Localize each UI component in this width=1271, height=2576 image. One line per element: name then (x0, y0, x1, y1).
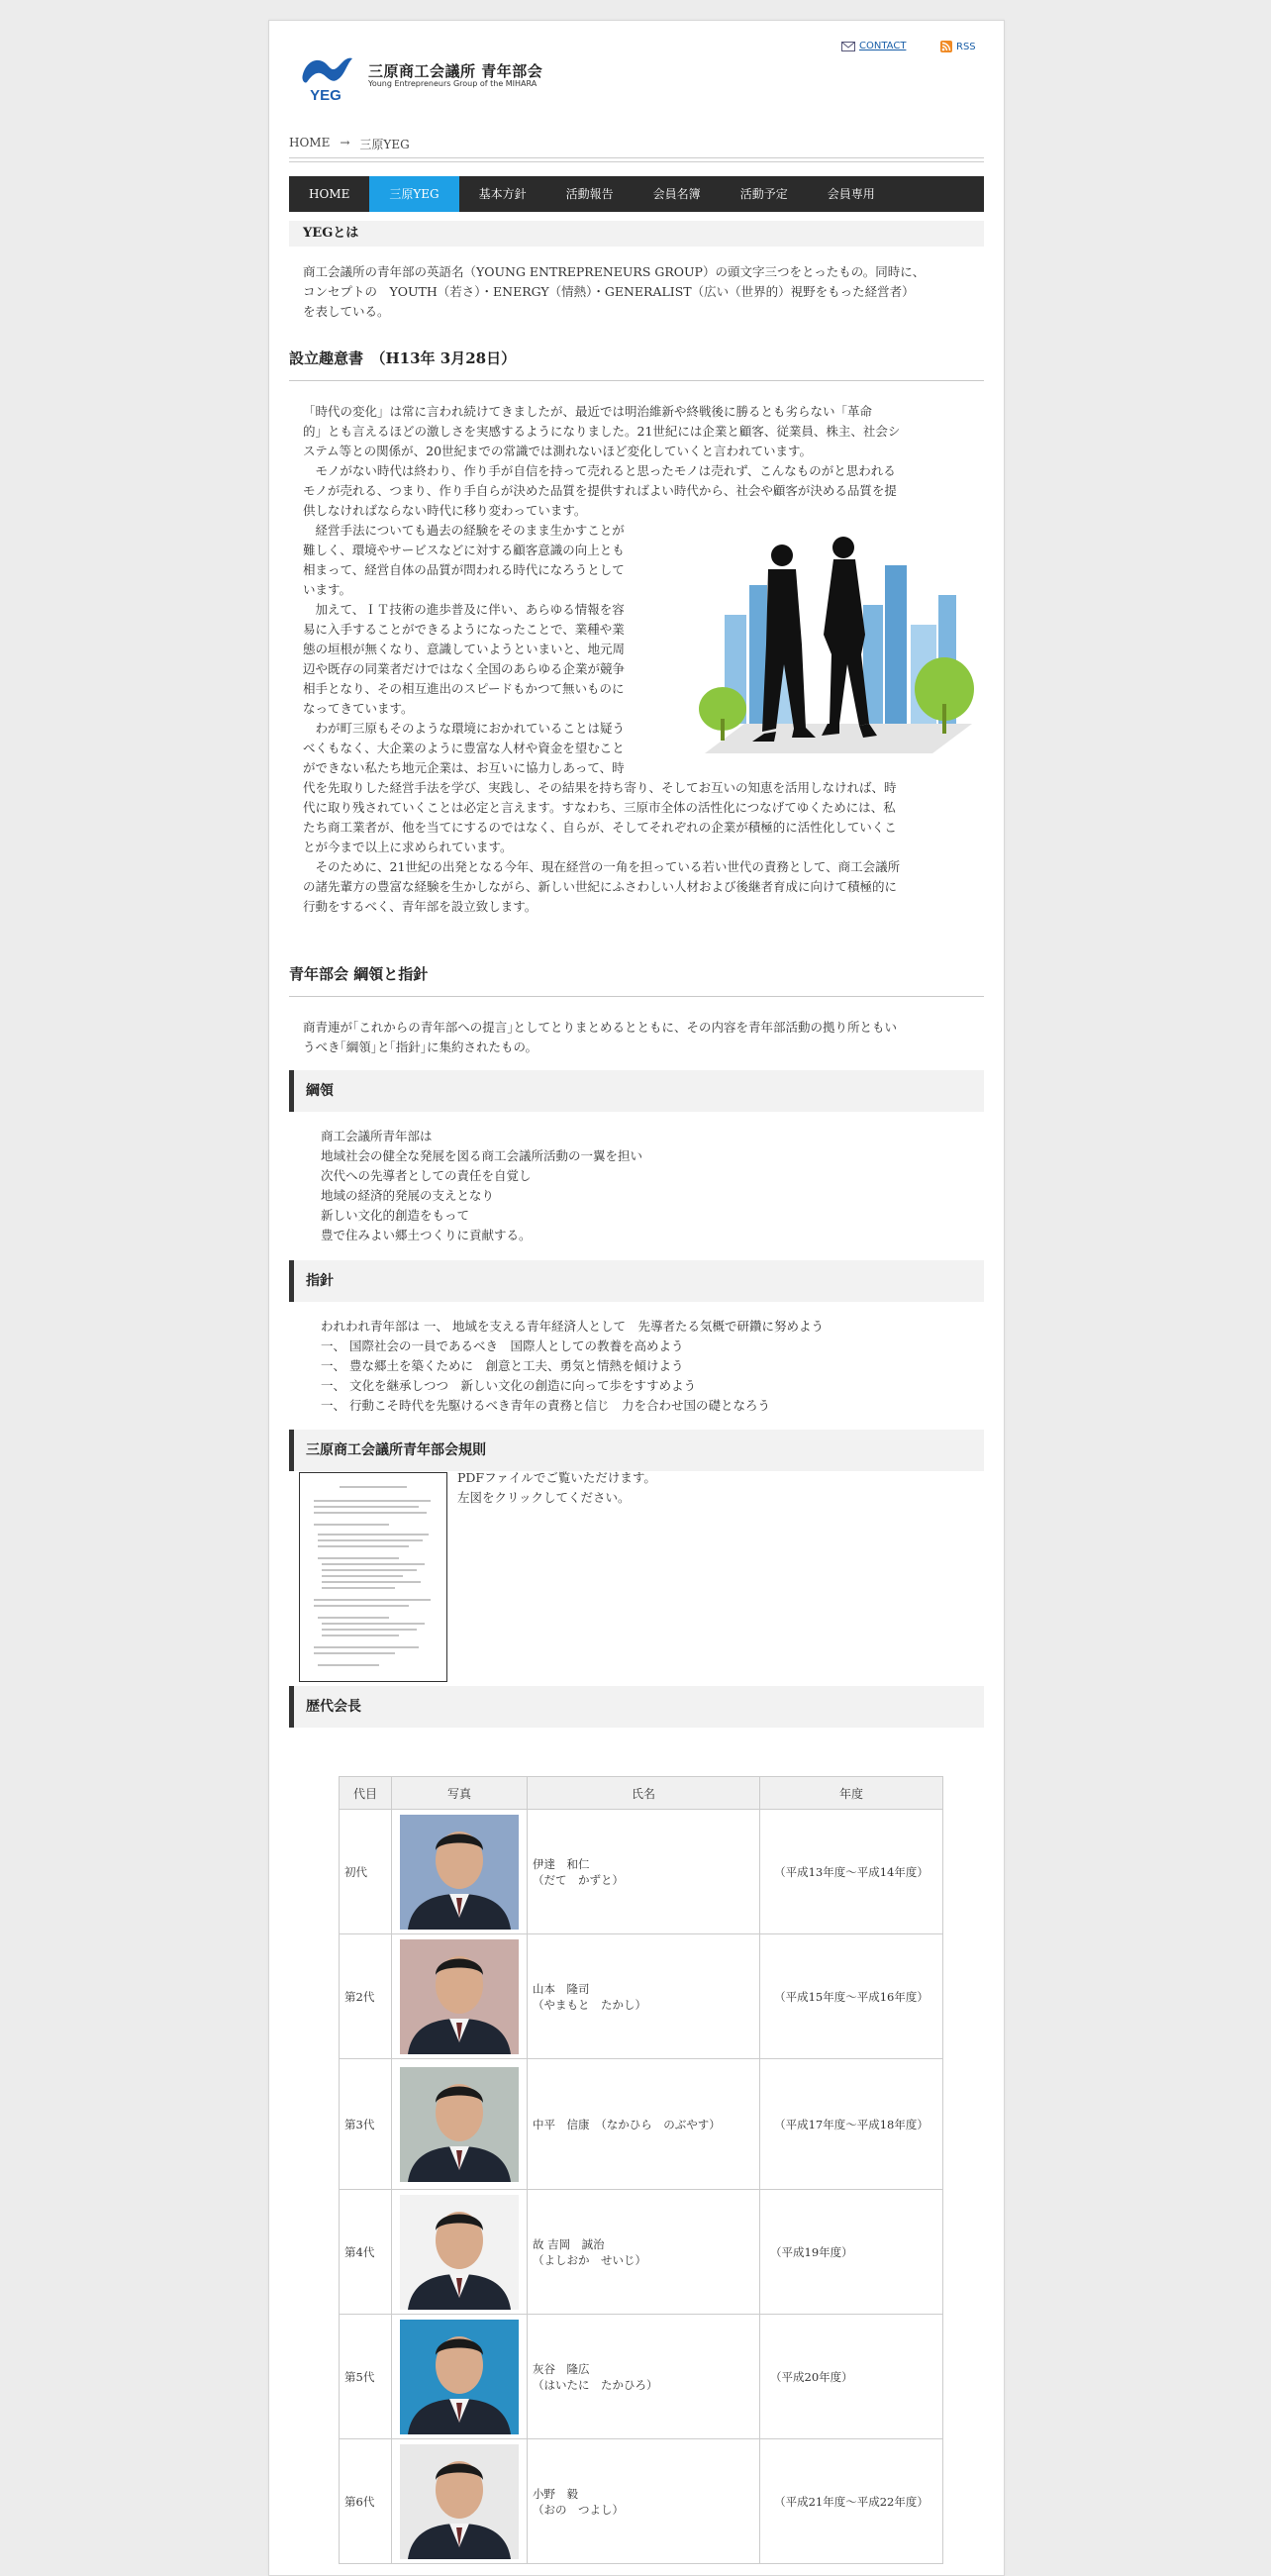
photo-cell (392, 2059, 528, 2190)
portrait-silhouette (400, 2444, 519, 2559)
text-line: 行動をするべく、青年部を設立致します。 (303, 899, 538, 914)
yeg-description (303, 262, 986, 322)
nav-item-schedule[interactable]: 活動予定 (739, 187, 788, 201)
table-row (340, 2059, 943, 2190)
rss-label[interactable]: RSS (956, 41, 976, 52)
table-row (340, 1934, 943, 2059)
photo-cell (392, 1810, 528, 1934)
text-line: 難しく、環境やサービスなどに対する顧客意識の向上とも (303, 543, 625, 557)
koryo-line: 豊で住みよい郷土つくりに貢献する。 (321, 1228, 532, 1242)
prospectus-text-top (303, 402, 986, 521)
principles-intro (303, 1018, 986, 1057)
president-reading: （よしおか せいじ） (533, 2252, 646, 2267)
text-line: ステム等との関係が、20世紀までの常識では測れないほど変化していくと言われています。 (303, 444, 813, 458)
text-line: コンセプトの YOUTH（若さ）・ENERGY（情熱）・GENERALIST（広い（世界的）視野をもった経営者） (303, 284, 915, 299)
nav-item-members-only[interactable]: 会員専用 (827, 187, 875, 201)
year-cell: （平成13年度～平成14年度） (760, 1810, 943, 1934)
photo-cell (392, 2439, 528, 2564)
breadcrumb-home[interactable]: HOME (289, 136, 331, 149)
generation-cell: 初代 (340, 1810, 392, 1934)
divider (289, 380, 984, 381)
rules-text (457, 1468, 656, 1508)
photo-cell (392, 1934, 528, 2059)
shishin-line: われわれ青年部は 一、 地域を支える青年経済人として 先導者たる気概で研鑽に努めよう (321, 1319, 824, 1334)
president-reading: （はいたに たかひろ） (533, 2377, 658, 2392)
table-row (340, 1810, 943, 1934)
year-cell: （平成17年度～平成18年度） (760, 2059, 943, 2190)
col-header: 年度 (760, 1777, 943, 1810)
name-cell (528, 2190, 760, 2315)
text-line: そのために、21世紀の出発となる今年、現在経営の一角を担っている若い世代の責務として、商工会議所 (303, 859, 901, 874)
text-line: モノがない時代は終わり、作り手が自信を持って売れると思ったモノは売れず、こんなものがと思われる (303, 463, 896, 478)
text-line: 相手となり、その相互進出のスピードもかつて無いものに (303, 681, 625, 696)
presidents-title: 歴代会長 (289, 1686, 984, 1728)
president-reading: （やまもと たかし） (533, 1997, 646, 2012)
rules-title: 三原商工会議所青年部会規則 (289, 1430, 984, 1471)
president-name: 中平 信康 （なかひら のぶやす） (533, 2117, 721, 2131)
text-line: 相まって、経営自体の品質が問われる時代になろうとして (303, 562, 625, 577)
text-line: たち商工業者が、他を当てにするのではなく、自らが、そしてそれぞれの企業が積極的に活性化していくこ (303, 820, 897, 835)
president-name: 灰谷 隆広 (533, 2361, 590, 2376)
principles-heading: 青年部会 綱領と指針 (289, 965, 429, 983)
text-line: を表している。 (303, 304, 390, 319)
portrait-silhouette (400, 2195, 519, 2310)
text-line: 商工会議所の青年部の英語名（YOUNG ENTREPRENEURS GROUP）の頭文字三つをとったもの。同時に、 (303, 264, 926, 279)
nav-item-mihara-yeg[interactable]: 三原YEG (369, 176, 458, 212)
name-cell (528, 2315, 760, 2439)
shishin-title: 指針 (289, 1260, 984, 1302)
breadcrumb-divider (289, 157, 984, 162)
president-photo (400, 2067, 519, 2182)
text-line: 態の垣根が無くなり、意識していようといまいと、地元周 (303, 642, 626, 656)
prospectus-text-bottom (303, 778, 986, 917)
text-line: 経営手法についても過去の経験をそのまま生かすことが (303, 523, 625, 538)
president-reading: （だて かずと） (533, 1872, 624, 1887)
president-name: 伊達 和仁 (533, 1856, 590, 1871)
koryo-list (321, 1127, 642, 1245)
yeg-section-title: YEGとは (289, 221, 984, 247)
generation-cell: 第4代 (340, 2190, 392, 2315)
col-header: 代目 (340, 1777, 392, 1810)
nav-item-reports[interactable]: 活動報告 (565, 187, 614, 201)
col-header: 氏名 (528, 1777, 760, 1810)
breadcrumb-current: 三原YEG (359, 138, 410, 151)
text-line: 左図をクリックしてください。 (457, 1490, 631, 1505)
president-photo (400, 2320, 519, 2434)
site-title: 三原商工会議所 青年部会 (368, 62, 543, 80)
svg-text:YEG: YEG (310, 87, 342, 104)
shishin-line: 一、 文化を継承しつつ 新しい文化の創造に向って歩をすすめよう (321, 1378, 697, 1393)
portrait-silhouette (400, 2320, 519, 2434)
text-line: 代を先取りした経営手法を学び、実践し、その結果を持ち寄り、そしてお互いの知恵を活用しなければ、時 (303, 780, 897, 795)
koryo-title: 綱領 (289, 1070, 984, 1112)
contact-link[interactable] (841, 41, 906, 51)
koryo-line: 地域社会の健全な発展を図る商工会議所活動の一翼を担い (321, 1148, 643, 1163)
table-row (340, 2190, 943, 2315)
rules-pdf-thumbnail[interactable] (299, 1472, 447, 1682)
name-cell (528, 1810, 760, 1934)
breadcrumb-arrow: → (340, 136, 350, 149)
text-line: べくもなく、大企業のように豊富な人材や資金を望むこと (303, 741, 625, 755)
year-cell: （平成20年度） (760, 2315, 943, 2439)
breadcrumb (289, 136, 410, 152)
text-line: 供しなければならない時代に移り変わっています。 (303, 503, 587, 518)
name-cell (528, 2059, 760, 2190)
text-line: ができない私たち地元企業は、お互いに協力しあって、時 (303, 760, 625, 775)
text-line: とが今まで以上に求められています。 (303, 840, 513, 854)
prospectus-heading: 設立趣意書 （H13年 3月28日） (289, 349, 517, 367)
presidents-table (339, 1776, 943, 2564)
president-name: 山本 隆司 (533, 1981, 590, 1996)
koryo-line: 商工会議所青年部は (321, 1129, 433, 1143)
text-line: なってきています。 (303, 701, 414, 716)
site-subtitle: Young Entrepreneurs Group of the MIHARA (368, 79, 538, 88)
text-line: の諸先輩方の豊富な経験を生かしながら、新しい世紀にふさわしい人材および後継者育成に向けて積極的に (303, 879, 898, 894)
main-nav (289, 176, 984, 212)
text-line: 易に入手することができるようになったことで、業種や業 (303, 622, 625, 637)
shishin-line: 一、 国際社会の一員であるべき 国際人としての教養を高めよう (321, 1338, 684, 1353)
shishin-line: 一、 豊な郷土を築くために 創意と工夫、勇気と情熱を傾けよう (321, 1358, 684, 1373)
portrait-silhouette (400, 2067, 519, 2182)
business-people-illustration (685, 526, 974, 773)
photo-cell (392, 2315, 528, 2439)
text-line: 的」とも言えるほどの激しさを実感するようになりました。21世紀には企業と顧客、従業員、株主、社会シ (303, 424, 901, 439)
koryo-line: 新しい文化的創造をもって (321, 1208, 470, 1223)
text-line: うべき｢綱領｣と｢指針｣に集約されたもの。 (303, 1040, 538, 1054)
year-cell: （平成21年度～平成22年度） (760, 2439, 943, 2564)
text-line: います。 (303, 582, 352, 597)
president-photo (400, 2444, 519, 2559)
generation-cell: 第2代 (340, 1934, 392, 2059)
nav-item-members[interactable]: 会員名簿 (652, 187, 701, 201)
contact-label[interactable]: CONTACT (859, 41, 907, 51)
table-row (340, 2439, 943, 2564)
text-line: 加えて、ＩＴ技術の進歩普及に伴い、あらゆる情報を容 (303, 602, 625, 617)
text-line: モノが売れる、つまり、作り手自らが決めた品質を提供すればよい時代から、社会や顧客が決める品質を提 (303, 483, 897, 498)
president-name: 小野 毅 (533, 2486, 578, 2501)
nav-item-home[interactable]: HOME (309, 187, 350, 201)
rss-link[interactable] (940, 41, 976, 52)
year-cell: （平成15年度～平成16年度） (760, 1934, 943, 2059)
mail-icon (841, 42, 855, 51)
table-row (340, 2315, 943, 2439)
generation-cell: 第6代 (340, 2439, 392, 2564)
text-line: 辺や既存の同業者だけではなく全国のあらゆる企業が競争 (303, 661, 626, 676)
text-line: 「時代の変化」は常に言われ続けてきましたが、最近では明治維新や終戦後に勝るとも劣らない「革命 (303, 404, 873, 419)
generation-cell: 第5代 (340, 2315, 392, 2439)
president-name: 故 吉岡 誠治 (533, 2236, 605, 2251)
nav-item-policy[interactable]: 基本方針 (478, 187, 527, 201)
photo-cell (392, 2190, 528, 2315)
portrait-silhouette (400, 1815, 519, 1930)
table-header-row (340, 1777, 943, 1810)
shishin-line: 一、 行動こそ時代を先駆けるべき青年の責務と信じ 力を合わせ国の礎となろう (321, 1398, 770, 1413)
koryo-line: 地域の経済的発展の支えとなり (321, 1188, 495, 1203)
text-line: 商青連が｢これからの青年部への提言｣としてとりまとめるとともに、その内容を青年部活動の拠り所ともい (303, 1020, 898, 1035)
text-line: 代に取り残されていくことは必定と言えます。すなわち、三原市全体の活性化につなげてゆくためには、私 (303, 800, 896, 815)
divider (289, 996, 984, 997)
president-reading: （おの つよし） (533, 2502, 624, 2517)
page-container (268, 20, 1005, 2576)
rss-icon (940, 41, 952, 52)
yeg-logo[interactable] (297, 47, 354, 104)
koryo-line: 次代への先導者としての責任を自覚し (321, 1168, 532, 1183)
name-cell (528, 2439, 760, 2564)
prospectus-text-wrapped (303, 521, 679, 778)
name-cell (528, 1934, 760, 2059)
col-header: 写真 (392, 1777, 528, 1810)
pdf-document-icon (300, 1473, 446, 1681)
president-photo (400, 1939, 519, 2054)
text-line: PDFファイルでご覧いただけます。 (457, 1470, 656, 1485)
president-photo (400, 1815, 519, 1930)
portrait-silhouette (400, 1939, 519, 2054)
generation-cell: 第3代 (340, 2059, 392, 2190)
president-photo (400, 2195, 519, 2310)
shishin-list (321, 1317, 824, 1416)
year-cell: （平成19年度） (760, 2190, 943, 2315)
text-line: わが町三原もそのような環境におかれていることは疑う (303, 721, 626, 736)
